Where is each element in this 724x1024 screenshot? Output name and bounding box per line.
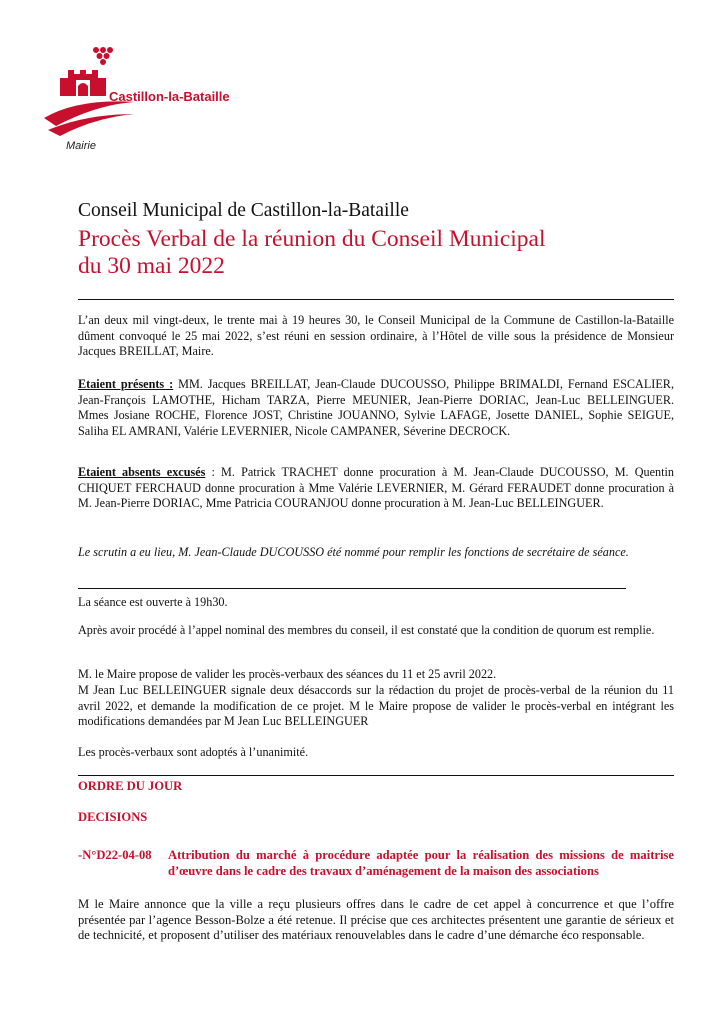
intro-paragraph: L’an deux mil vingt-deux, le trente mai à 19 heures 30, le Conseil Municipal de la Commune de Castillon-la-Bataille dûment convoqué le 25 mai 2022, s’est réuni en session ordinaire, à l’Hôtel de ville sous la présidence de Monsieur Jacques BREILLAT, Maire. <box>78 313 674 359</box>
decision-title: Attribution du marché à procédure adaptée pour la réalisation des missions de maitrise d’œuvre dans le cadre des travaux d’aménagement de la maison des associations <box>168 848 674 878</box>
header-divider <box>78 299 674 300</box>
minutes-paragraph-2: M Jean Luc BELLEINGUER signale deux désaccords sur la rédaction du projet de procès-verbal de la réunion du 11 avril 2022, et demande la modification de ce projet. M le Maire propose de valider le procès-verbal en intégrant les modifications demandées par M Jean Luc BELLEINGUER <box>78 683 674 729</box>
adopted-paragraph: Les procès-verbaux sont adoptés à l’unanimité. <box>78 745 309 759</box>
scrutin-paragraph: Le scrutin a eu lieu, M. Jean-Claude DUCOUSSO été nommé pour remplir les fonctions de secrétaire de séance. <box>78 545 629 559</box>
logo-town-name: Castillon-la-Bataille <box>109 89 230 104</box>
presents-label: Etaient présents : <box>78 377 174 391</box>
presents-list: MM. Jacques BREILLAT, Jean-Claude DUCOUSSO, Philippe BRIMALDI, Fernand ESCALIER, Jean-François LAMOTHE, Hicham TARZA, Pierre MEUNIER, Jean-Pierre DORIAC, Jean-Luc BELLEINGUER. Mmes Josiane ROCHE, Florence JOST, Christine JOUANNO, Sylvie LAFAGE, Josette DANIEL, Sophie SEIGUE, Saliha EL AMRANI, Valérie LEVERNIER, Nicole CAMPANER, Séverine DECROCK. <box>78 377 674 438</box>
quorum-paragraph: Après avoir procédé à l’appel nominal des membres du conseil, il est constaté que la condition de quorum est remplie. <box>78 623 655 637</box>
agenda-heading: ORDRE DU JOUR <box>78 779 183 793</box>
council-name: Conseil Municipal de Castillon-la-Bataille <box>78 200 409 221</box>
absents-paragraph <box>78 465 674 512</box>
decisions-heading: DECISIONS <box>78 810 148 824</box>
logo-subtitle: Mairie <box>66 140 96 152</box>
absents-list: : M. Patrick TRACHET donne procuration à M. Jean-Claude DUCOUSSO, M. Quentin CHIQUET FERCHAUD donne procuration à Mme Valérie LEVERNIER, M. Gérard FERAUDET donne procuration à M. Jean-Pierre DORIAC, Mme Patricia COURANJOU donne procuration à M. Jean-Luc BELLEINGUER. <box>78 465 674 511</box>
minutes-paragraph-1: M. le Maire propose de valider les procès-verbaux des séances du 11 et 25 avril 2022. <box>78 667 497 681</box>
presents-paragraph <box>78 377 674 439</box>
decision-number: -N°D22-04-08 <box>78 848 152 862</box>
absents-label: Etaient absents excusés <box>78 465 206 479</box>
title-line-2: du 30 mai 2022 <box>78 253 225 279</box>
section-divider <box>78 588 626 589</box>
decision-body: M le Maire annonce que la ville a reçu plusieurs offres dans le cadre de cet appel à concurrence et que l’offre présentée par l’agence Besson-Bolze a été retenue. Il précise que ces architectes présentent une garantie de sérieux et de technicité, et proposent d’utiliser des matériaux renouvelables dans le cadre d’une démarche éco responsable. <box>78 897 674 943</box>
agenda-divider <box>78 775 674 776</box>
opening-paragraph: La séance est ouverte à 19h30. <box>78 595 228 609</box>
page-title <box>78 226 546 280</box>
title-line-1: Procès Verbal de la réunion du Conseil Municipal <box>78 226 546 252</box>
